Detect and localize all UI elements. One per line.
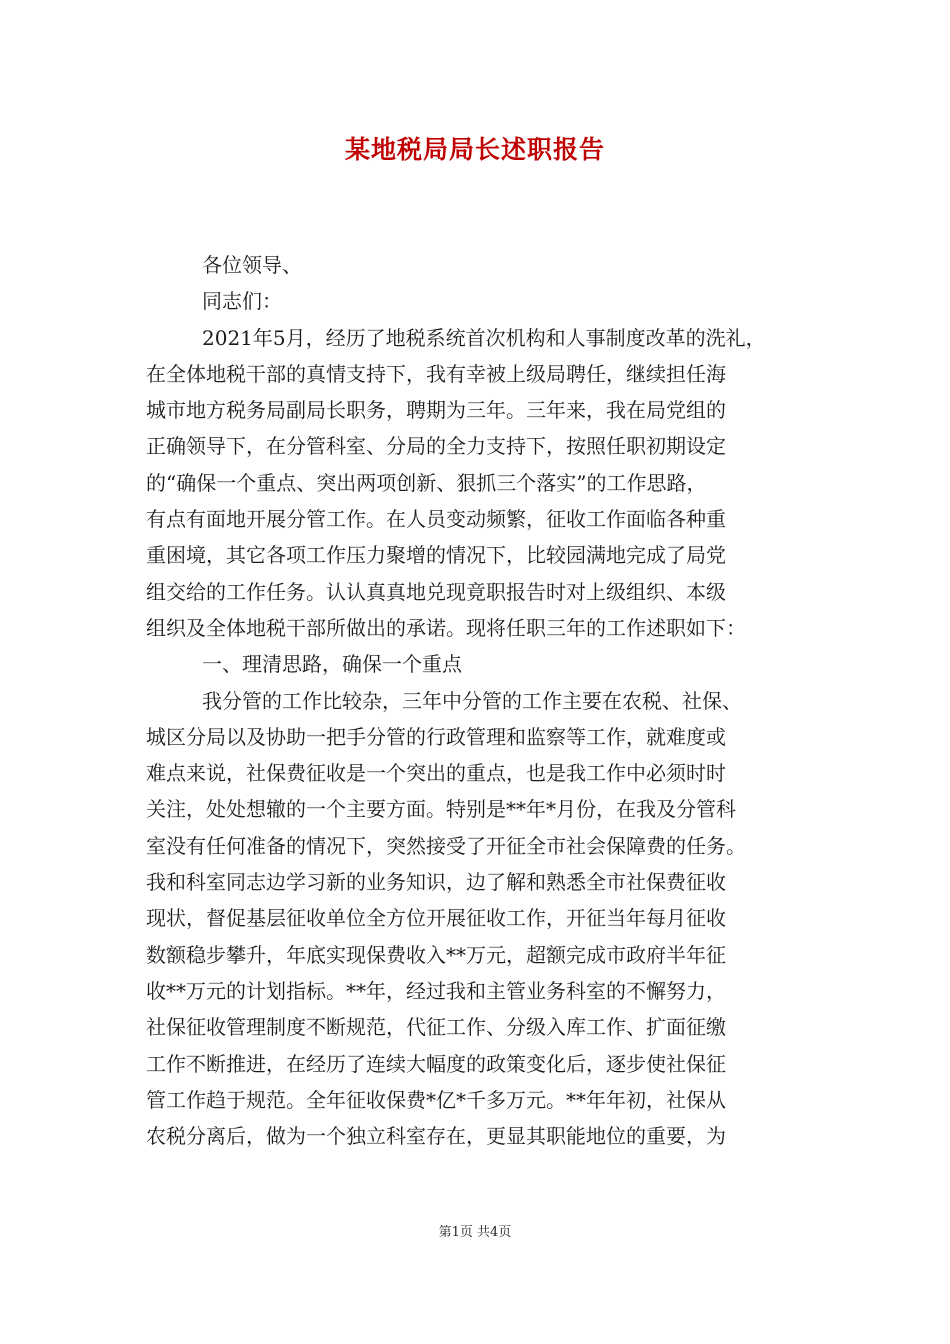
body-line: 有点有面地开展分管工作。在人员变动频繁，征收工作面临各种重 [146,507,726,532]
body-line: 室没有任何准备的情况下，突然接受了开征全市社会保障费的任务。 [146,833,746,858]
body-line: 城市地方税务局副局长职务，聘期为三年。三年来，我在局党组的 [146,398,726,423]
body-line: 城区分局以及协助一把手分管的行政管理和监察等工作，就难度或 [146,724,726,749]
body-line: 数额稳步攀升，年底实现保费收入**万元，超额完成市政府半年征 [146,942,726,967]
page-number: 第1页 共4页 [438,1225,512,1240]
body-line: 工作不断推进，在经历了连续大幅度的政策变化后，逐步使社保征 [146,1051,726,1076]
body-line: 农税分离后，做为一个独立科室存在，更显其职能地位的重要，为 [146,1124,726,1149]
body-line: 在全体地税干部的真情支持下，我有幸被上级局聘任，继续担任海 [146,361,726,386]
body-line: 组织及全体地税干部所做出的承诺。现将任职三年的工作述职如下： [146,615,746,640]
body-line: 收**万元的计划指标。**年，经过我和主管业务科室的不懈努力， [146,978,726,1003]
body-line: 难点来说，社保费征收是一个突出的重点，也是我工作中必须时时 [146,761,726,786]
body-line: 管工作趋于规范。全年征收保费*亿*千多万元。**年年初，社保从 [146,1087,726,1112]
body-line: 各位领导、 [202,253,302,277]
body-line: 2021年5月，经历了地税系统首次机构和人事制度改革的洗礼， [202,325,766,350]
document-body [146,247,816,1154]
body-line: 同志们： [202,289,282,314]
body-line: 社保征收管理制度不断规范，代征工作、分级入库工作、扩面征缴 [146,1015,726,1040]
body-line: 现状，督促基层征收单位全方位开展征收工作，开征当年每月征收 [146,906,726,931]
body-line: 我分管的工作比较杂，三年中分管的工作主要在农税、社保、 [202,688,742,713]
body-line: 重困境，其它各项工作压力聚增的情况下，比较园满地完成了局党 [146,543,726,568]
body-line: 的“确保一个重点、突出两项创新、狠抓三个落实”的工作思路， [146,470,707,495]
body-line: 我和科室同志边学习新的业务知识，边了解和熟悉全市社保费征收 [146,870,726,895]
document-title: 某地税局局长述职报告 [344,135,605,164]
section-heading: 一、理清思路，确保一个重点 [202,652,462,677]
body-line: 关注，处处想辙的一个主要方面。特别是**年*月份，在我及分管科 [146,797,736,822]
body-line: 正确领导下，在分管科室、分局的全力支持下，按照任职初期设定 [146,434,726,459]
body-line: 组交给的工作任务。认认真真地兑现竟职报告时对上级组织、本级 [146,579,726,604]
